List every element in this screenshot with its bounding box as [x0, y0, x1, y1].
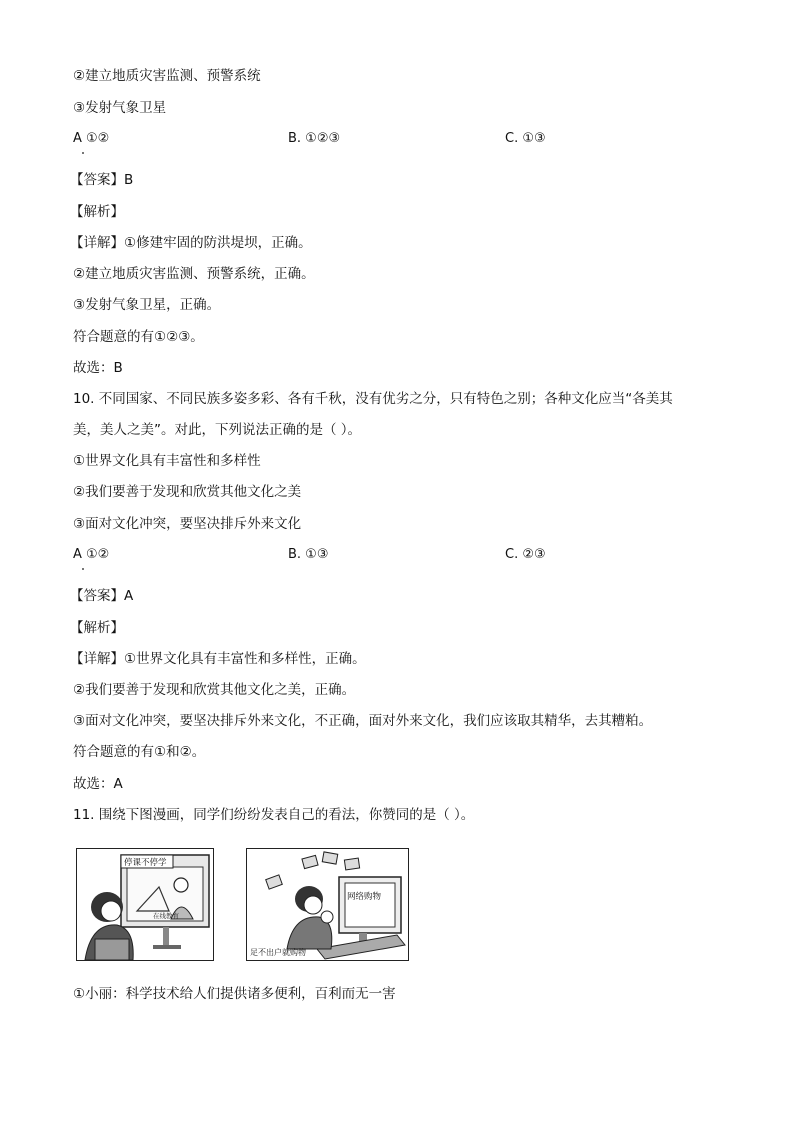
- q10-text-line-2: 美，美人之美”。对此，下列说法正确的是（ ）。: [73, 422, 362, 438]
- cartoon2-caption: 足不出户就购物: [250, 948, 306, 957]
- q11-statement-1: ①小丽：科学技术给人们提供诸多便利，百利而无一害: [73, 986, 396, 1002]
- online-shopping-illustration: [247, 849, 408, 960]
- q10-conclusion: 符合题意的有①和②。: [73, 744, 206, 760]
- cartoon2-sign: 网络购物: [347, 892, 382, 902]
- q9-choice: 故选：B: [73, 360, 123, 376]
- q9-option-b: B. ①②③: [288, 131, 341, 146]
- q10-detail-2: ②我们要善于发现和欣赏其他文化之美，正确。: [73, 682, 356, 698]
- q9-conclusion: 符合题意的有①②③。: [73, 329, 204, 345]
- cartoon1-caption: 停课不停学: [124, 858, 167, 868]
- q10-statement-3: ③面对文化冲突，要坚决排斥外来文化: [73, 516, 302, 532]
- q10-answer: 【答案】A: [70, 588, 134, 604]
- q10-analysis-heading: 【解析】: [70, 620, 124, 636]
- stray-dot: [82, 568, 84, 570]
- q9-answer: 【答案】B: [70, 172, 134, 188]
- q9-detail-2: ②建立地质灾害监测、预警系统，正确。: [73, 266, 315, 282]
- stray-dot: [82, 152, 84, 154]
- q9-statement-3: ③发射气象卫星: [73, 100, 167, 116]
- q9-statement-2: ②建立地质灾害监测、预警系统: [73, 68, 261, 84]
- cartoon-online-shopping: [246, 848, 409, 961]
- q11-text-line-1: 11. 围绕下图漫画，同学们纷纷发表自己的看法，你赞同的是（ ）。: [73, 807, 475, 823]
- q10-statement-1: ①世界文化具有丰富性和多样性: [73, 453, 261, 469]
- cartoon1-screen-text: 在线教育: [153, 912, 179, 920]
- online-learning-illustration: [77, 849, 213, 960]
- q10-option-c: C. ②③: [505, 547, 546, 562]
- q10-option-b: B. ①③: [288, 547, 329, 562]
- q10-statement-2: ②我们要善于发现和欣赏其他文化之美: [73, 484, 302, 500]
- q10-option-a: A ①②: [73, 547, 110, 562]
- q10-text-line-1: 10. 不同国家、不同民族多姿多彩、各有千秋，没有优劣之分，只有特色之别；各种文化应当“各美其: [73, 391, 673, 407]
- q10-detail-1: 【详解】①世界文化具有丰富性和多样性，正确。: [70, 651, 366, 667]
- q10-choice: 故选：A: [73, 776, 123, 792]
- cartoon-online-learning: [76, 848, 214, 961]
- q9-analysis-heading: 【解析】: [70, 204, 124, 220]
- q9-detail-1: 【详解】①修建牢固的防洪堤坝，正确。: [70, 235, 312, 251]
- q9-detail-3: ③发射气象卫星，正确。: [73, 297, 221, 313]
- q9-option-c: C. ①③: [505, 131, 546, 146]
- q9-option-a: A ①②: [73, 131, 110, 146]
- q10-detail-3: ③面对文化冲突，要坚决排斥外来文化，不正确，面对外来文化，我们应该取其精华，去其糟粕。: [73, 713, 653, 729]
